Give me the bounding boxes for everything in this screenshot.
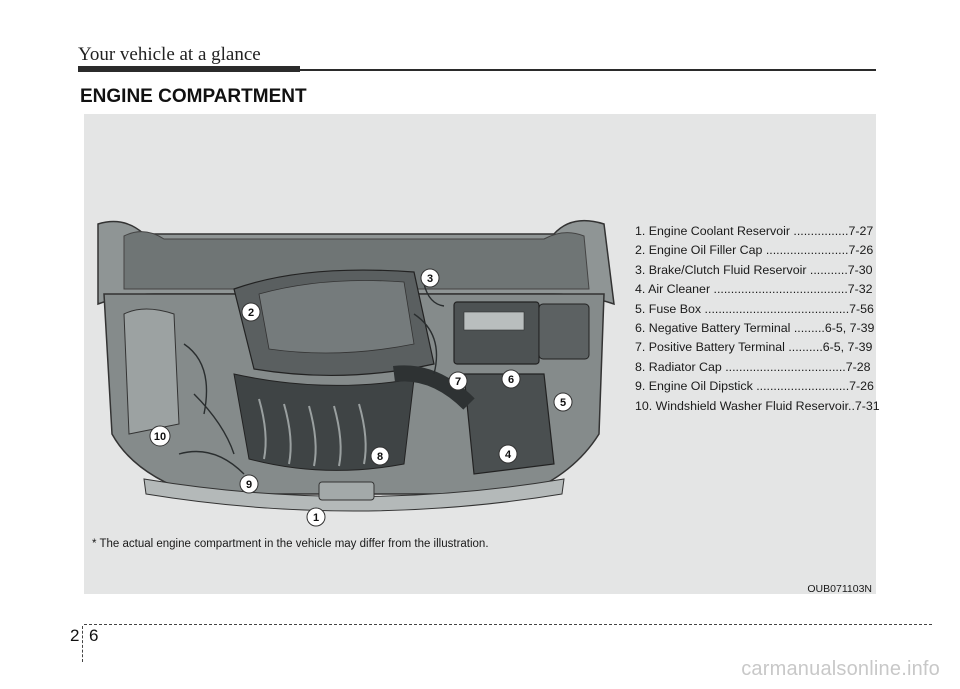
svg-text:1: 1 [312, 512, 320, 524]
battery-label [464, 312, 524, 330]
list-item: 2. Engine Oil Filler Cap ........................7-26 [635, 243, 874, 258]
part-marker [421, 269, 439, 287]
part-marker [150, 426, 170, 446]
coolant-reservoir [319, 482, 374, 500]
svg-text:2: 2 [247, 307, 255, 319]
fuse-box [539, 304, 589, 359]
svg-text:8: 8 [376, 451, 384, 463]
part-marker [554, 393, 572, 411]
header-bar [78, 66, 300, 72]
list-item: 5. Fuse Box ..........................................7-56 [635, 301, 874, 316]
battery [454, 302, 539, 364]
illustration-panel [84, 114, 880, 595]
page-heading: ENGINE COMPARTMENT [80, 86, 307, 107]
svg-text:10: 10 [153, 431, 167, 443]
part-marker [307, 508, 325, 526]
chapter-number: 2 [70, 626, 80, 645]
list-item: 10. Windshield Washer Fluid Reservoir..7-31 [635, 398, 880, 413]
watermark: carmanualsonline.info [741, 658, 940, 680]
part-marker [371, 447, 389, 465]
part-marker [499, 445, 517, 463]
disclaimer-note: * The actual engine compartment in the vehicle may differ from the illustration. [92, 538, 489, 550]
list-item: 6. Negative Battery Terminal .........6-5, 7-39 [635, 320, 875, 335]
engine-compartment-illustration [84, 194, 624, 564]
part-marker [502, 370, 520, 388]
engine-cover-top [259, 281, 414, 354]
section-title: Your vehicle at a glance [78, 44, 261, 65]
list-item: 9. Engine Oil Dipstick ...........................7-26 [635, 379, 874, 394]
page-number: 6 [89, 626, 99, 645]
svg-text:7: 7 [454, 376, 462, 388]
list-item: 3. Brake/Clutch Fluid Reservoir ...........7-30 [635, 262, 873, 277]
list-item: 8. Radiator Cap ...................................7-28 [635, 359, 871, 374]
list-item: 1. Engine Coolant Reservoir ................7-27 [635, 224, 874, 238]
parts-list [635, 222, 880, 416]
header-rule [300, 69, 876, 71]
svg-text:9: 9 [245, 479, 253, 491]
svg-text:6: 6 [507, 374, 515, 386]
part-marker [240, 475, 258, 493]
list-item: 4. Air Cleaner .......................................7-32 [635, 282, 873, 297]
washer-reservoir [124, 309, 179, 434]
svg-text:3: 3 [426, 273, 434, 285]
page-separator [82, 626, 83, 662]
part-marker [242, 303, 260, 321]
list-item: 7. Positive Battery Terminal ..........6-5, 7-39 [635, 340, 873, 355]
footer-dashed-line [84, 624, 932, 625]
part-marker [449, 372, 467, 390]
svg-text:4: 4 [504, 449, 512, 461]
image-code: OUB071103N [807, 583, 872, 595]
svg-text:5: 5 [559, 397, 567, 409]
